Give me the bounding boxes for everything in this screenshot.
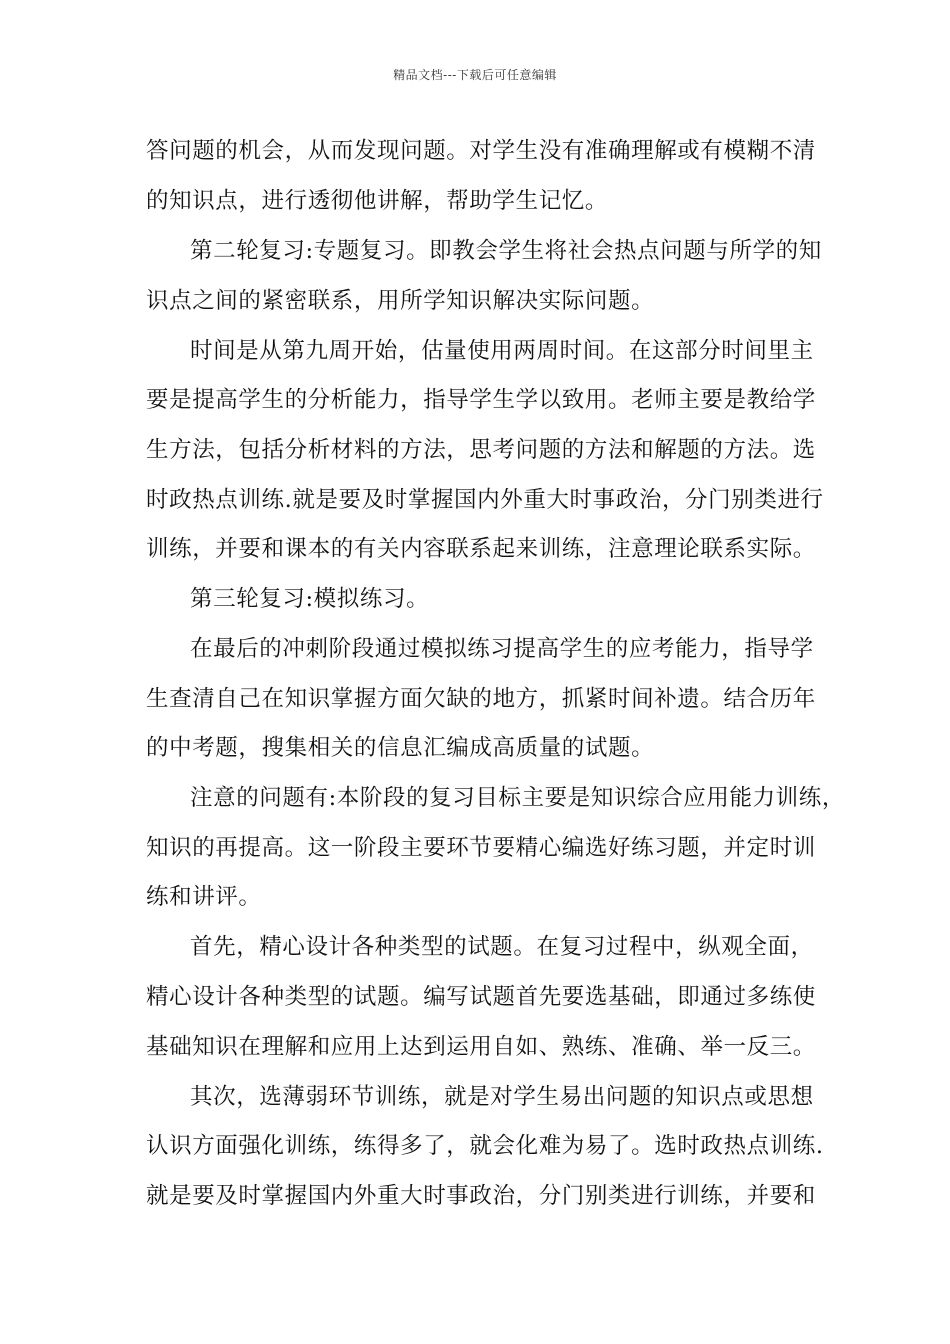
body-line-20: 其次，选薄弱环节训练，就是对学生易出问题的知识点或思想 bbox=[190, 1084, 814, 1110]
body-line-6: 要是提高学生的分析能力，指导学生学以致用。老师主要是教给学 bbox=[146, 387, 816, 413]
page-header: 精品文档---下载后可任意编辑 bbox=[393, 68, 557, 82]
body-line-9: 训练，并要和课本的有关内容联系起来训练，注意理论联系实际。 bbox=[146, 536, 816, 562]
body-line-2: 的知识点，进行透彻他讲解，帮助学生记忆。 bbox=[146, 188, 609, 214]
body-line-8: 时政热点训练.就是要及时掌握国内外重大时事政治，分门别类进行 bbox=[146, 487, 824, 513]
body-line-7: 生方法，包括分析材料的方法，思考问题的方法和解题的方法。选 bbox=[146, 437, 816, 463]
body-line-17: 首先，精心设计各种类型的试题。在复习过程中，纵观全面， bbox=[190, 934, 814, 960]
body-line-16: 练和讲评。 bbox=[146, 884, 262, 910]
body-line-12: 生查清自己在知识掌握方面欠缺的地方，抓紧时间补遗。结合历年 bbox=[146, 686, 816, 712]
body-line-13: 的中考题，搜集相关的信息汇编成高质量的试题。 bbox=[146, 735, 655, 761]
body-line-15: 知识的再提高。这一阶段主要环节要精心编选好练习题，并定时训 bbox=[146, 835, 816, 861]
body-line-19: 基础知识在理解和应用上达到运用自如、熟练、准确、举一反三。 bbox=[146, 1034, 816, 1060]
body-line-5: 时间是从第九周开始，估量使用两周时间。在这部分时间里主 bbox=[190, 338, 814, 364]
body-line-14: 注意的问题有:本阶段的复习目标主要是知识综合应用能力训练， bbox=[190, 785, 845, 811]
body-line-18: 精心设计各种类型的试题。编写试题首先要选基础，即通过多练使 bbox=[146, 984, 816, 1010]
body-line-11: 在最后的冲刺阶段通过模拟练习提高学生的应考能力，指导学 bbox=[190, 636, 814, 662]
body-line-1: 答问题的机会，从而发现问题。对学生没有准确理解或有模糊不清 bbox=[146, 138, 816, 164]
body-line-3: 第二轮复习:专题复习。即教会学生将社会热点问题与所学的知 bbox=[190, 238, 822, 264]
body-line-4: 识点之间的紧密联系，用所学知识解决实际问题。 bbox=[146, 288, 655, 314]
body-line-10: 第三轮复习:模拟练习。 bbox=[190, 586, 430, 612]
body-line-21: 认识方面强化训练，练得多了，就会化难为易了。选时政热点训练. bbox=[146, 1133, 824, 1159]
body-line-22: 就是要及时掌握国内外重大时事政治，分门别类进行训练，并要和 bbox=[146, 1183, 816, 1209]
